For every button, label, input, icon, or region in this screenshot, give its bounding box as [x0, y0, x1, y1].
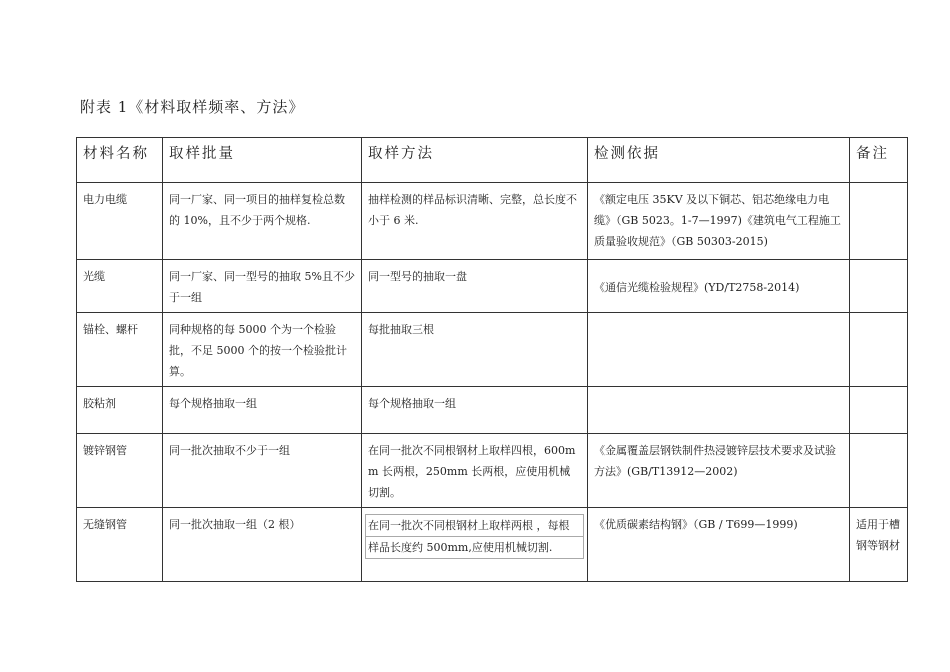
cell-testing-basis: 《额定电压 35KV 及以下铜芯、铝芯绝缘电力电缆》（GB 5023。1-7—1997)《建筑电气工程施工质量验收规范》（GB 50303-2015) [588, 183, 850, 260]
table-row [77, 387, 908, 434]
table-row [77, 183, 908, 260]
cell-remark [850, 387, 908, 434]
cell-material-name: 胶粘剂 [77, 387, 163, 434]
cell-sampling-batch: 同一厂家、同一项目的抽样复检总数的 10%，且不少于两个规格. [163, 183, 362, 260]
table-row [77, 260, 908, 313]
cell-sampling-batch: 同种规格的每 5000 个为一个检验批，不足 5000 个的按一个检验批计算。 [163, 313, 362, 387]
header-testing-basis: 检测依据 [588, 138, 850, 183]
table-row [77, 508, 908, 582]
cell-sampling-method: 同一型号的抽取一盘 [362, 260, 588, 313]
cell-testing-basis [588, 387, 850, 434]
method-line-1: 在同一批次不同根钢材上取样两根 ，每根 [365, 514, 584, 537]
header-material-name: 材料名称 [77, 138, 163, 183]
header-sampling-method: 取样方法 [362, 138, 588, 183]
cell-remark [850, 434, 908, 508]
cell-sampling-batch: 同一厂家、同一型号的抽取 5%且不少于一组 [163, 260, 362, 313]
cell-remark: 适用于槽钢等钢材 [850, 508, 908, 582]
header-remark: 备注 [850, 138, 908, 183]
cell-remark [850, 183, 908, 260]
cell-material-name: 电力电缆 [77, 183, 163, 260]
method-line-2: 样品长度约 500mm,应使用机械切割. [365, 537, 584, 559]
header-sampling-batch: 取样批量 [163, 138, 362, 183]
cell-material-name: 光缆 [77, 260, 163, 313]
cell-sampling-method: 抽样检测的样品标识清晰、完整，总长度不小于 6 米. [362, 183, 588, 260]
cell-material-name: 镀锌钢管 [77, 434, 163, 508]
header-row [77, 138, 908, 183]
cell-material-name: 锚栓、螺杆 [77, 313, 163, 387]
cell-sampling-batch: 同一批次抽取一组（2 根） [163, 508, 362, 582]
cell-testing-basis: 《优质碳素结构钢》（GB / T699—1999) [588, 508, 850, 582]
cell-sampling-method: 每批抽取三根 [362, 313, 588, 387]
table-row [77, 313, 908, 387]
document-title: 附表 1《材料取样频率、方法》 [80, 98, 305, 116]
cell-remark [850, 313, 908, 387]
cell-sampling-method: 在同一批次不同根钢材上取样四根，600mm 长两根，250mm 长两根，应使用机械切割。 [362, 434, 588, 508]
cell-sampling-method [362, 508, 588, 582]
cell-sampling-method: 每个规格抽取一组 [362, 387, 588, 434]
cell-testing-basis: 《通信光缆检验规程》(YD/T2758-2014) [588, 260, 850, 313]
cell-testing-basis: 《金属覆盖层钢铁制件热浸镀锌层技术要求及试验方法》(GB/T13912—2002) [588, 434, 850, 508]
table-row [77, 434, 908, 508]
cell-sampling-batch: 同一批次抽取不少于一组 [163, 434, 362, 508]
cell-sampling-batch: 每个规格抽取一组 [163, 387, 362, 434]
materials-table [76, 137, 908, 582]
cell-material-name: 无缝钢管 [77, 508, 163, 582]
cell-testing-basis [588, 313, 850, 387]
cell-remark [850, 260, 908, 313]
